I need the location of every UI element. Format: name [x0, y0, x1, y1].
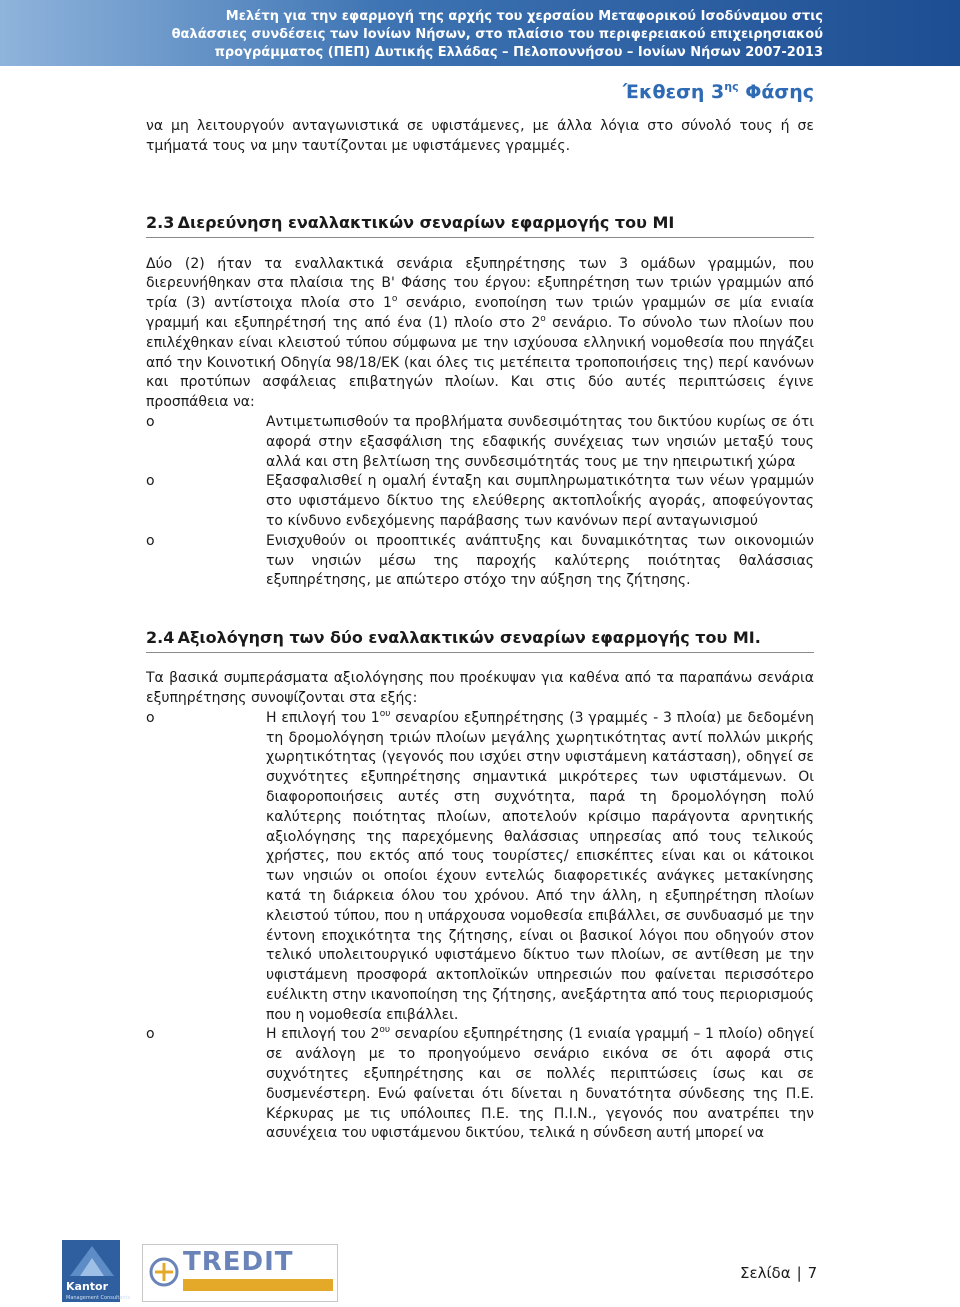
kantor-mark-icon	[62, 1240, 120, 1280]
header-band	[0, 0, 960, 66]
tredit-band	[183, 1279, 333, 1291]
list-item: o Εξασφαλισθεί η ομαλή ένταξη και συμπληρωματικότητα των νέων γραμμών στο υφιστάμενο δίκτυο της ελεύθερης ακτοπλοΐκής αγοράς, αποφεύγοντας το κίνδυνο ενδεχόμενης παράβασης των κανόνων περί ανταγωνισμού	[146, 473, 814, 529]
document-body	[146, 117, 814, 1144]
section-number: 2.3	[146, 212, 175, 232]
bullet-marker: o	[146, 1026, 155, 1043]
header-title-line-2: θαλάσσιες συνδέσεις των Ιονίων Νήσων, στο πλαίσιο του περιφερειακού επιχειρησιακού	[171, 27, 823, 42]
bullet-marker: o	[146, 413, 155, 430]
tredit-logo-text: TREDIT	[183, 1247, 294, 1277]
intro-paragraph: να μη λειτουργούν ανταγωνιστικά σε υφιστάμενες, με άλλα λόγια στο σύνολό τους ή σε τμήματά τους να μην ταυτίζονται με υφιστάμενες γραμμές.	[146, 118, 814, 154]
section-2-4-bullet-list	[146, 709, 814, 1145]
section-title: Διερεύνηση εναλλακτικών σεναρίων εφαρμογής του ΜΙ	[177, 212, 675, 232]
list-item: o Η επιλογή του $2^{o\upsilon}$ σεναρίου εξυπηρέτησης (1 ενιαία γραμμή – 1 πλοίο) οδηγεί σε ανάλογη με το προηγούμενο σενάριο εικόνα σε ότι αφορά στις συχνότητες εξυπηρέτησης και σε πολλές περιπτώσεις ίσως και σε δυσμενέστερη. Ενώ φαίνεται ότι δίνεται η δυνατότητα σύνδεσης της Π.Ε. Κέρκυρας με τις υπόλοιπες Π.Ε. της Π.Ι.Ν., γεγονός που ανατρέπει την ασυνέχεια του υφιστάμενου δικτύου, τελικά η σύνδεση αυτή μπορεί να	[146, 1025, 814, 1142]
section-2-4-paragraph: Τα βασικά συμπεράσματα αξιολόγησης που προέκυψαν για καθένα από τα παραπάνω σενάρια εξυπηρέτησης συνοψίζονται στα εξής:	[146, 670, 814, 706]
section-2-4-heading	[146, 628, 814, 653]
tredit-mark-icon	[149, 1257, 179, 1287]
list-item: o Η επιλογή του $1^{o\upsilon}$ σεναρίου εξυπηρέτησης (3 γραμμές - 3 πλοία) με δεδομένη τη δρομολόγηση τριών πλοίων μεγάλης χωρητικότητας αντί πολλών μικρής χωρητικότητας (γεγονός που ισχύει στην υφιστάμενη κατάσταση), οδηγεί σε συχνότητες εξυπηρέτησης σημαντικά μικρότερες των υφιστάμενων. Οι διαφοροποιήσεις αυτές στη συχνότητα, παρά τη δρομολόγηση πολύ καλύτερης ποιότητας πλοίων, αποτελούν κρίσιμο παράγοντα αρνητικής αξιολόγησης της παρεχόμενης θαλάσσιας υπηρεσίας από τους τελικούς χρήστες, που εκτός από τους τουρίστες/ επισκέπτες είναι και οι κάτοικοι των νησιών οι οποίοι έχουν εντελώς διαφορετικές ανάγκες μετακίνησης κατά τη διάρκεια όλου του χρόνου. Από την άλλη, η εξυπηρέτηση πλοίων κλειστού τύπου, που η υπάρχουσα νομοθεσία επιβάλλει, σε συνδυασμό με την έντονη εποχικότητα της ζήτησης, είναι οι βασικοί λόγοι που οδηγούν στον τελικό υπολειτουργικό υφιστάμενο δίκτυο των πλοίων, σε αντίθεση με την υφιστάμενη προσφορά ακτοπλοϊκών υπηρεσιών που φαίνεται περισσότερο ευέλικτη στην ικανοποίηση της ζήτησης, ανεξάρτητα από τους περιορισμούς που η νομοθεσία επιβάλλει.	[146, 708, 814, 1023]
section-number: 2.4	[146, 628, 175, 648]
section-title: Αξιολόγηση των δύο εναλλακτικών σεναρίων εφαρμογής του ΜΙ.	[177, 628, 761, 648]
section-2-3-heading	[146, 213, 814, 238]
kantor-logo	[62, 1240, 131, 1302]
bullet-marker: o	[146, 473, 155, 490]
header-title-line-1: Μελέτη για την εφαρμογή της αρχής του χερσαίου Μεταφορικού Ισοδύναμου στις	[225, 9, 823, 24]
kantor-logo-text: Kantor	[66, 1280, 109, 1293]
phase-title: Έκθεση $3^{\eta\varsigma}$ Φάσης	[622, 80, 814, 103]
header-title-line-3: προγράμματος (ΠΕΠ) Δυτικής Ελλάδας – Πελοποννήσου – Ιονίων Νήσων 2007-2013	[214, 45, 823, 60]
section-2-3-paragraph: Δύο (2) ήταν τα εναλλακτικά σενάρια εξυπηρέτησης των 3 ομάδων γραμμών, που διερευνήθηκαν στα πλαίσια της Β' Φάσης του έργου: εξυπηρέτηση των τριών γραμμών από τρία (3) αντίστοιχα πλοία στο $1^o$ σενάριο, ενοποίηση των τριών γραμμών σε μία ενιαία γραμμή και εξυπηρέτησή της από ένα (1) πλοίο στο $2^o$ σενάριο. Το σύνολο των πλοίων που επιλέχθηκαν είναι κλειστού τύπου σύμφωνα με την ισχύουσα ελληνική νομοθεσία που πηγάζει από την Κοινοτική Οδηγία 98/18/ΕΚ (και όλες τις μετέπειτα τροποποιήσεις της) περί κανόνων και προτύπων ασφάλειας επιβατηγών πλοίων. Και στις δύο αυτές περιπτώσεις έγινε προσπάθεια να:	[146, 255, 814, 411]
page-number: Σελίδα | 7	[740, 1264, 818, 1282]
list-item: o Αντιμετωπισθούν τα προβλήματα συνδεσιμότητας του δικτύου κυρίως σε ότι αφορά στην εξασφάλιση της εδαφικής συνέχειας των νησιών μεταξύ τους αλλά και στη βελτίωση της συνδεσιμότητάς τους με την ηπειρωτική χώρα	[146, 413, 814, 470]
kantor-logo-subtitle: Management Consultants	[66, 1295, 131, 1301]
list-item: o Ενισχυθούν οι προοπτικές ανάπτυξης και δυναμικότητας των οικονομιών των νησιών μέσω της παροχής καλύτερης ποιότητας θαλάσσιας εξυπηρέτησης, με απώτερο στόχο την αύξηση της ζήτησης.	[146, 532, 814, 589]
bullet-marker: o	[146, 532, 155, 549]
bullet-marker: o	[146, 709, 155, 726]
section-2-3-bullet-list	[146, 413, 814, 591]
tredit-logo	[142, 1244, 338, 1302]
